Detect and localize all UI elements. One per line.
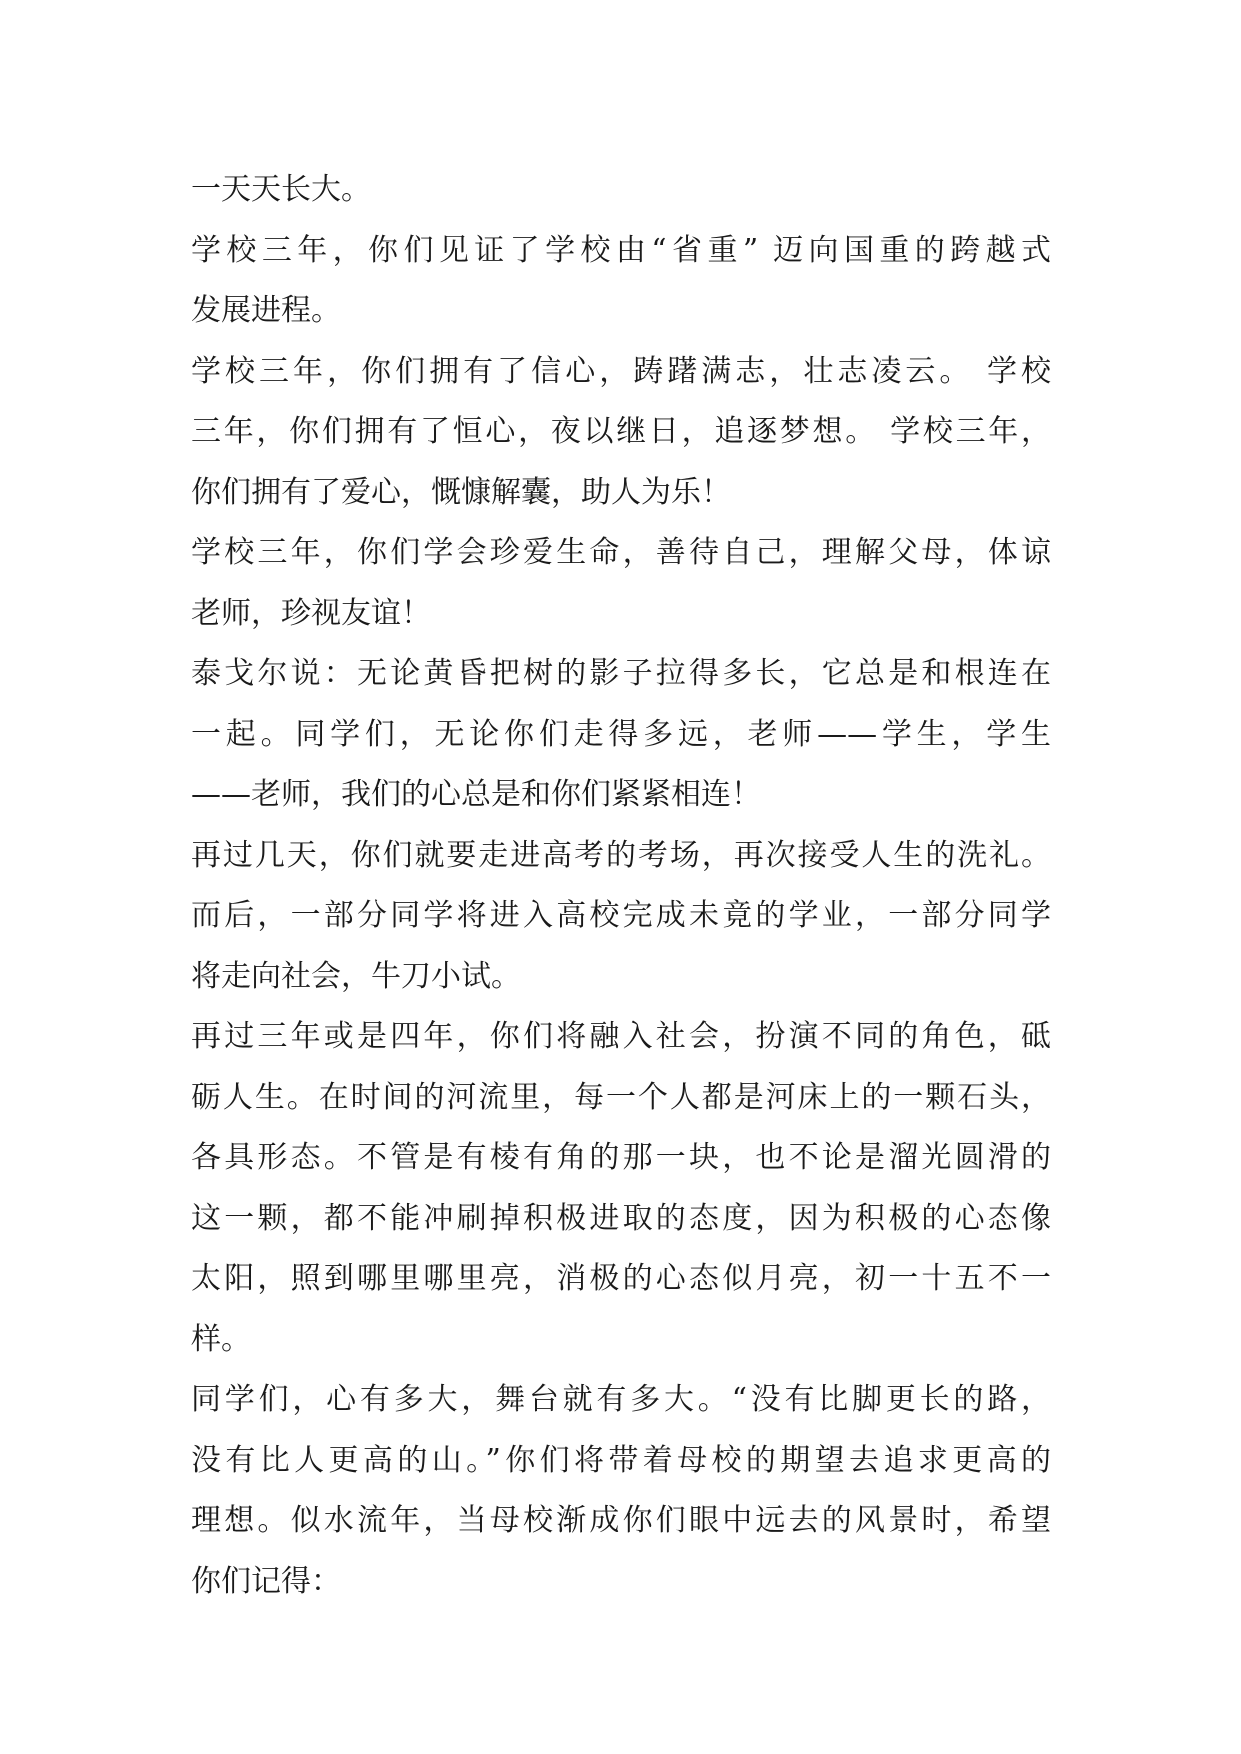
text-line: 再过三年或是四年，你们将融入社会，扮演不同的角色，砥 — [191, 1019, 1051, 1054]
text-line: 没有比人更高的山。”你们将带着母校的期望去追求更高的 — [191, 1442, 1051, 1478]
text-line: 你们拥有了爱心，慨慷解囊，助人为乐！ — [191, 474, 731, 510]
text-line: 老师，珍视友谊！ — [191, 595, 431, 631]
text-line: 学校三年，你们学会珍爱生命，善待自己，理解父母，体谅 — [191, 535, 1051, 570]
text-line: 学校三年，你们拥有了信心，踌躇满志，壮志凌云。 学校 — [191, 353, 1051, 389]
text-line: 一天天长大。 — [191, 172, 371, 207]
text-line: ——老师，我们的心总是和你们紧紧相连！ — [191, 777, 761, 812]
text-line: 三年，你们拥有了恒心，夜以继日，追逐梦想。 学校三年， — [191, 414, 1051, 449]
text-line: 发展进程。 — [191, 293, 341, 328]
text-line: 各具形态。不管是有棱有角的那一块，也不论是溜光圆滑的 — [191, 1140, 1051, 1175]
document-body — [191, 160, 1051, 1612]
text-line: 学校三年，你们见证了学校由“省重” 迈向国重的跨越式 — [191, 232, 1051, 268]
text-line: 样。 — [191, 1321, 251, 1357]
text-line: 你们记得： — [191, 1563, 341, 1599]
text-line: 将走向社会，牛刀小试。 — [191, 958, 521, 994]
text-line: 同学们，心有多大，舞台就有多大。“没有比脚更长的路， — [191, 1382, 1051, 1417]
text-line: 而后，一部分同学将进入高校完成未竟的学业，一部分同学 — [191, 898, 1051, 933]
text-line: 泰戈尔说：无论黄昏把树的影子拉得多长，它总是和根连在 — [191, 656, 1051, 691]
text-line: 理想。似水流年，当母校渐成你们眼中远去的风景时，希望 — [191, 1503, 1051, 1538]
text-line: 太阳，照到哪里哪里亮，消极的心态似月亮，初一十五不一 — [191, 1261, 1051, 1296]
text-line: 这一颗，都不能冲刷掉积极进取的态度，因为积极的心态像 — [191, 1200, 1051, 1236]
text-line: 一起。同学们，无论你们走得多远，老师——学生，学生 — [191, 716, 1051, 752]
text-line: 砺人生。在时间的河流里，每一个人都是河床上的一颗石头， — [191, 1079, 1051, 1115]
text-line: 再过几天，你们就要走进高考的考场，再次接受人生的洗礼。 — [191, 837, 1051, 873]
